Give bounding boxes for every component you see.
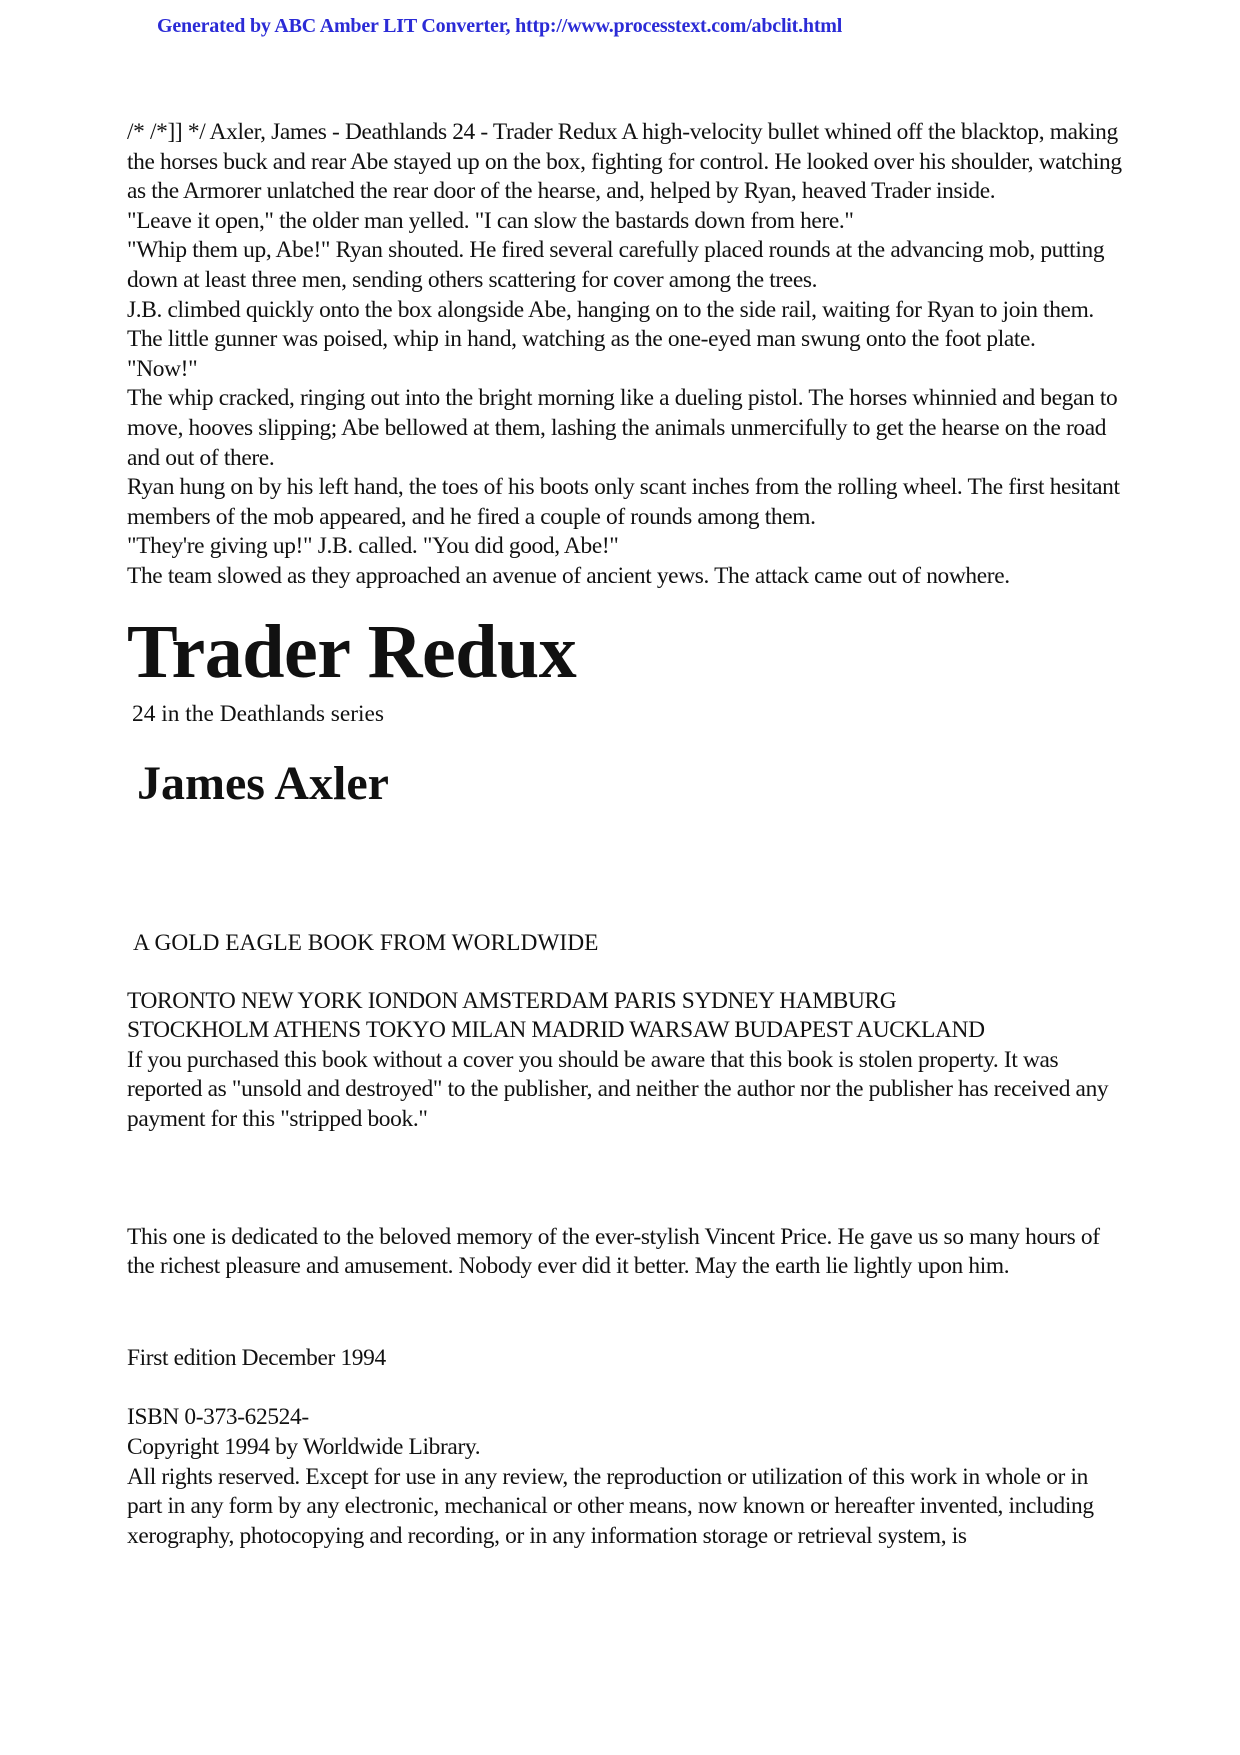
excerpt-paragraph: "Now!" bbox=[127, 355, 198, 382]
author-name: James Axler bbox=[137, 757, 389, 811]
dedication: This one is dedicated to the beloved memory of the ever-stylish Vincent Price. He gave us so many hours of the richest pleasure and amusement. Nobody ever did it better. May the earth lie lightly upon him. bbox=[127, 1223, 1100, 1280]
excerpt bbox=[127, 118, 1127, 592]
excerpt-paragraph: J.B. climbed quickly onto the box alongside Abe, hanging on to the side rail, waiting for Ryan to join them. The little gunner was poised, whip in hand, watching as the one-eyed man swung onto the foot plate. bbox=[127, 296, 1094, 353]
document-body bbox=[127, 118, 1127, 1551]
excerpt-paragraph: The team slowed as they approached an avenue of ancient yews. The attack came out of nowhere. bbox=[127, 562, 1010, 589]
converter-banner: Generated by ABC Amber LIT Converter, http://www.processtext.com/abclit.html bbox=[157, 15, 843, 37]
series-line: 24 in the Deathlands series bbox=[132, 700, 385, 727]
isbn-line: ISBN 0-373-62524- bbox=[127, 1404, 309, 1431]
cities-line: TORONTO NEW YORK IONDON AMSTERDAM PARIS SYDNEY HAMBURG bbox=[127, 987, 897, 1014]
stripped-book-notice: If you purchased this book without a cover you should be aware that this book is stolen property. It was reported as "unsold and destroyed" to the publisher, and neither the author nor the publisher has received any payment for this "stripped book." bbox=[127, 1046, 1109, 1133]
excerpt-paragraph: "Leave it open," the older man yelled. "I can slow the bastards down from here." bbox=[127, 207, 854, 234]
edition-line: First edition December 1994 bbox=[127, 1344, 386, 1371]
excerpt-paragraph: /* /*]] */ Axler, James - Deathlands 24 - Trader Redux A high-velocity bullet whined off the blacktop, making the horses buck and rear Abe stayed up on the box, fighting for control. He looked over his shoulder, watching as the Armorer unlatched the rear door of the hearse, and, helped by Ryan, heaved Trader inside. bbox=[127, 119, 1122, 205]
excerpt-paragraph: "They're giving up!" J.B. called. "You did good, Abe!" bbox=[127, 533, 619, 560]
publisher-line: A GOLD EAGLE BOOK FROM WORLDWIDE bbox=[133, 930, 599, 957]
excerpt-paragraph: The whip cracked, ringing out into the bright morning like a dueling pistol. The horses whinnied and began to move, hooves slipping; Abe bellowed at them, lashing the animals unmercifully to get the hearse on the road and out of there. bbox=[127, 385, 1118, 471]
rights-notice: All rights reserved. Except for use in any review, the reproduction or utilization of this work in whole or in part in any form by any electronic, mechanical or other means, now known or hereafter invented, including xerography, photocopying and recording, or in any information storage or retrieval system, is bbox=[127, 1463, 1094, 1549]
cities-line: STOCKHOLM ATHENS TOKYO MILAN MADRID WARSAW BUDAPEST AUCKLAND bbox=[127, 1017, 985, 1044]
excerpt-paragraph: Ryan hung on by his left hand, the toes of his boots only scant inches from the rolling wheel. The first hesitant members of the mob appeared, and he fired a couple of rounds among them. bbox=[127, 474, 1120, 530]
publisher-cities bbox=[127, 987, 1127, 1046]
book-title: Trader Redux bbox=[127, 609, 577, 694]
excerpt-paragraph: "Whip them up, Abe!" Ryan shouted. He fired several carefully placed rounds at the advancing mob, putting down at least three men, sending others scattering for cover among the trees. bbox=[127, 237, 1105, 293]
copyright-line: Copyright 1994 by Worldwide Library. bbox=[127, 1434, 481, 1461]
